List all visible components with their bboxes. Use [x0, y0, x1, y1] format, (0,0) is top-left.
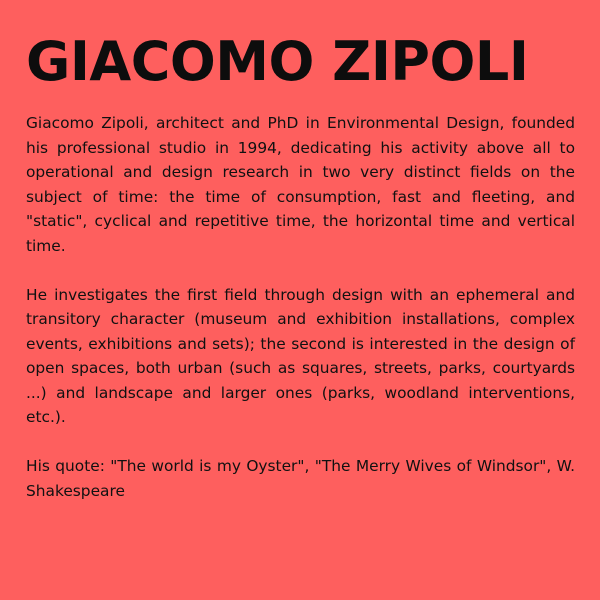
biography: [26, 111, 575, 503]
bio-paragraph-intro: Giacomo Zipoli, architect and PhD in Environmental Design, founded his professional studio in 1994, dedicating his activity above all to operational and design research in two very distinct fields on the subject of time: the time of consumption, fast and fleeting, and "static", cyclical and repetitive time, the horizontal time and vertical time.: [26, 114, 575, 255]
bio-paragraph-fields: He investigates the first field through design with an ephemeral and transitory character (museum and exhibition installations, complex events, exhibitions and sets); the second is interested in the design of open spaces, both urban (such as squares, streets, parks, courtyards ...) and landscape and larger ones (parks, woodland interventions, etc.).: [26, 285, 575, 426]
bio-paragraph-quote: His quote: "The world is my Oyster", "The Merry Wives of Windsor", W. Shakespeare: [26, 457, 575, 500]
page-title: GIACOMO ZIPOLI: [26, 30, 529, 93]
